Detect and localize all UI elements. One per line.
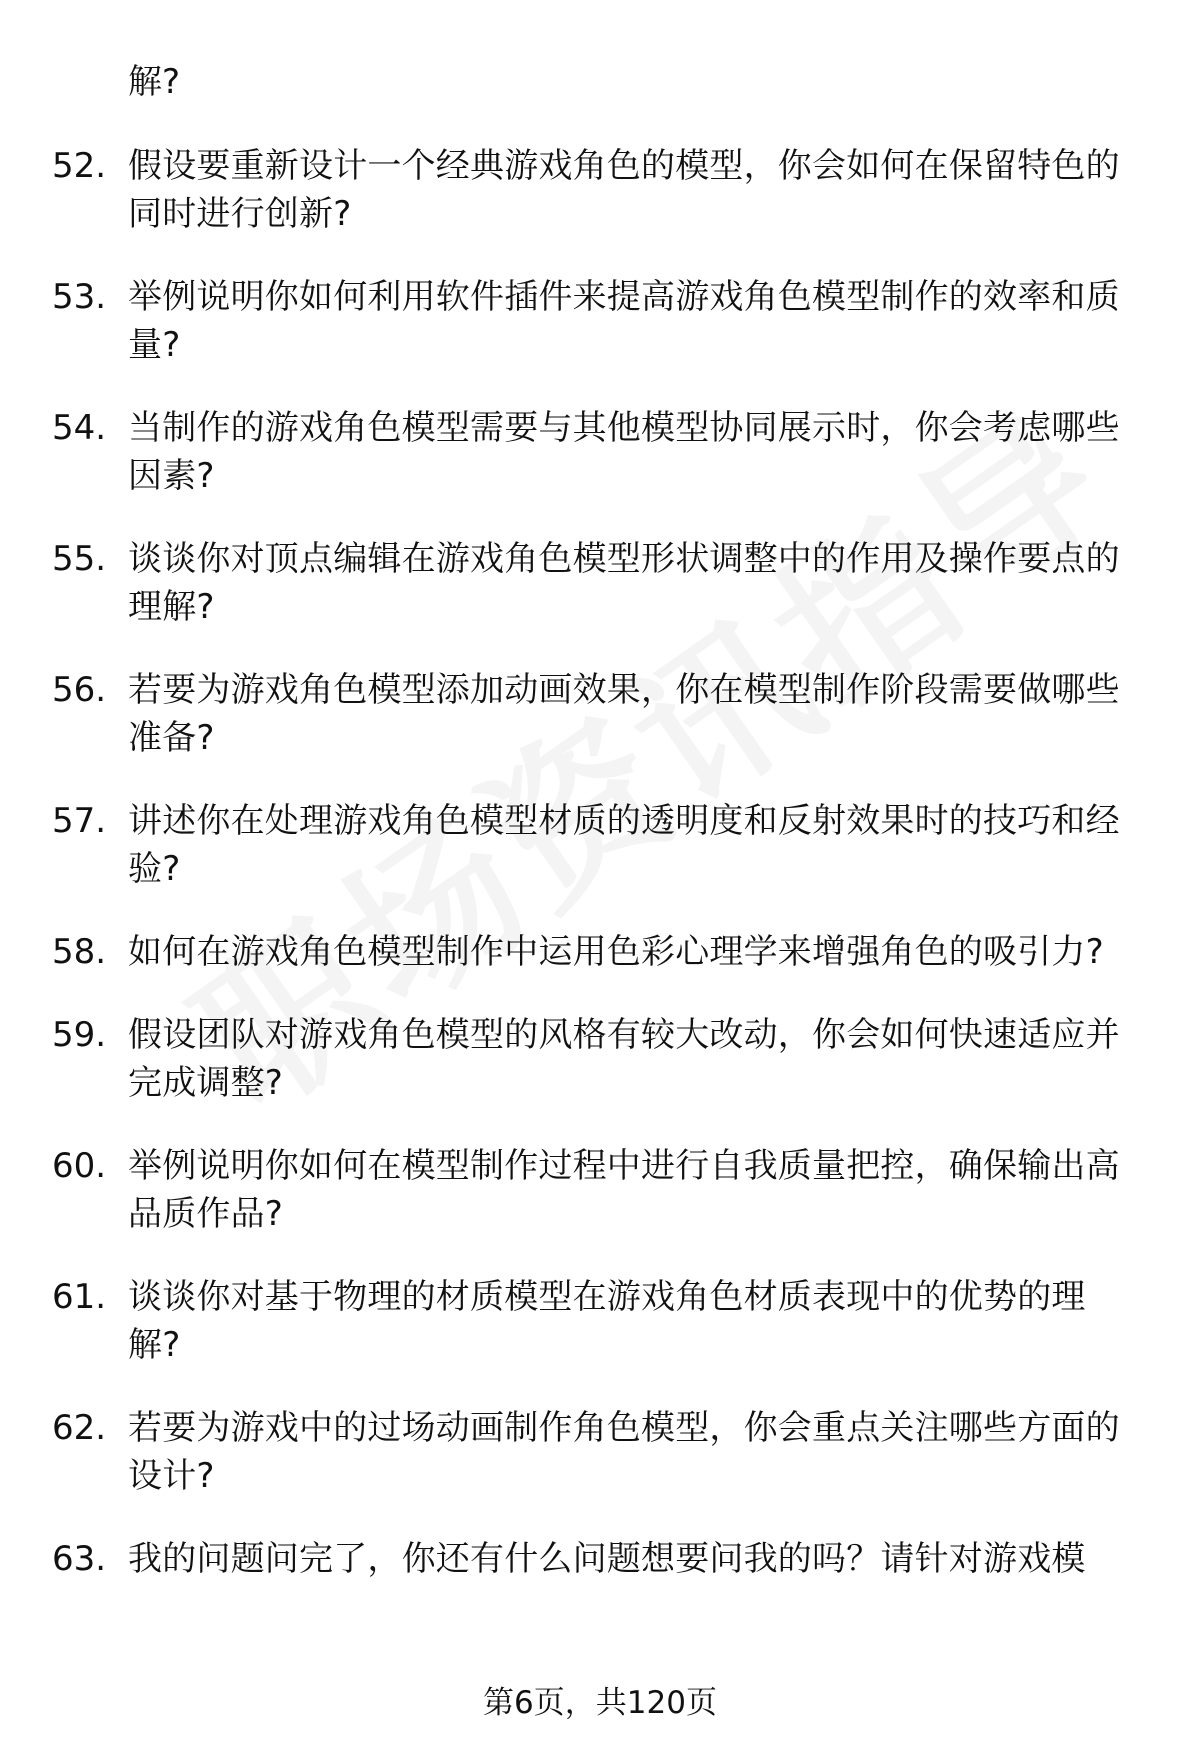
question-text: 若要为游戏中的过场动画制作角色模型，你会重点关注哪些方面的设计? (128, 1408, 1120, 1496)
question-text: 谈谈你对基于物理的材质模型在游戏角色材质表现中的优势的理解? (128, 1277, 1086, 1365)
question-item (0, 797, 1200, 893)
question-item (0, 1404, 1200, 1500)
question-list (0, 142, 1200, 1618)
question-text: 讲述你在处理游戏角色模型材质的透明度和反射效果时的技巧和经验? (128, 801, 1120, 889)
question-number: 63. (52, 1539, 107, 1579)
question-number: 62. (52, 1408, 107, 1448)
question-number: 60. (52, 1146, 107, 1186)
question-item (0, 273, 1200, 369)
question-number: 61. (52, 1277, 107, 1317)
question-item (0, 1142, 1200, 1238)
question-text: 若要为游戏角色模型添加动画效果，你在模型制作阶段需要做哪些准备? (128, 670, 1120, 758)
question-text: 我的问题问完了，你还有什么问题想要问我的吗？请针对游戏模 (128, 1539, 1086, 1579)
question-number: 59. (52, 1015, 107, 1055)
question-item (0, 1011, 1200, 1107)
question-item (0, 1273, 1200, 1369)
question-text: 举例说明你如何利用软件插件来提高游戏角色模型制作的效率和质量? (128, 277, 1120, 365)
question-text: 当制作的游戏角色模型需要与其他模型协同展示时，你会考虑哪些因素? (128, 408, 1120, 496)
question-number: 55. (52, 539, 107, 579)
question-number: 53. (52, 277, 107, 317)
continued-question-text: 解? (128, 62, 181, 102)
question-text: 假设团队对游戏角色模型的风格有较大改动，你会如何快速适应并完成调整? (128, 1015, 1120, 1103)
question-item (0, 928, 1200, 976)
question-number: 58. (52, 932, 107, 972)
question-item (0, 535, 1200, 631)
question-item (0, 1535, 1200, 1583)
page-footer: 第6页，共120页 (483, 1685, 717, 1721)
question-text: 谈谈你对顶点编辑在游戏角色模型形状调整中的作用及操作要点的理解? (128, 539, 1120, 627)
question-item (0, 666, 1200, 762)
question-number: 56. (52, 670, 107, 710)
question-text: 举例说明你如何在模型制作过程中进行自我质量把控，确保输出高品质作品? (128, 1146, 1120, 1234)
question-item (0, 404, 1200, 500)
question-number: 54. (52, 408, 107, 448)
question-number: 52. (52, 146, 107, 186)
question-number: 57. (52, 801, 107, 841)
question-item (0, 142, 1200, 238)
question-text: 如何在游戏角色模型制作中运用色彩心理学来增强角色的吸引力? (128, 932, 1104, 972)
question-text: 假设要重新设计一个经典游戏角色的模型，你会如何在保留特色的同时进行创新? (128, 146, 1120, 234)
